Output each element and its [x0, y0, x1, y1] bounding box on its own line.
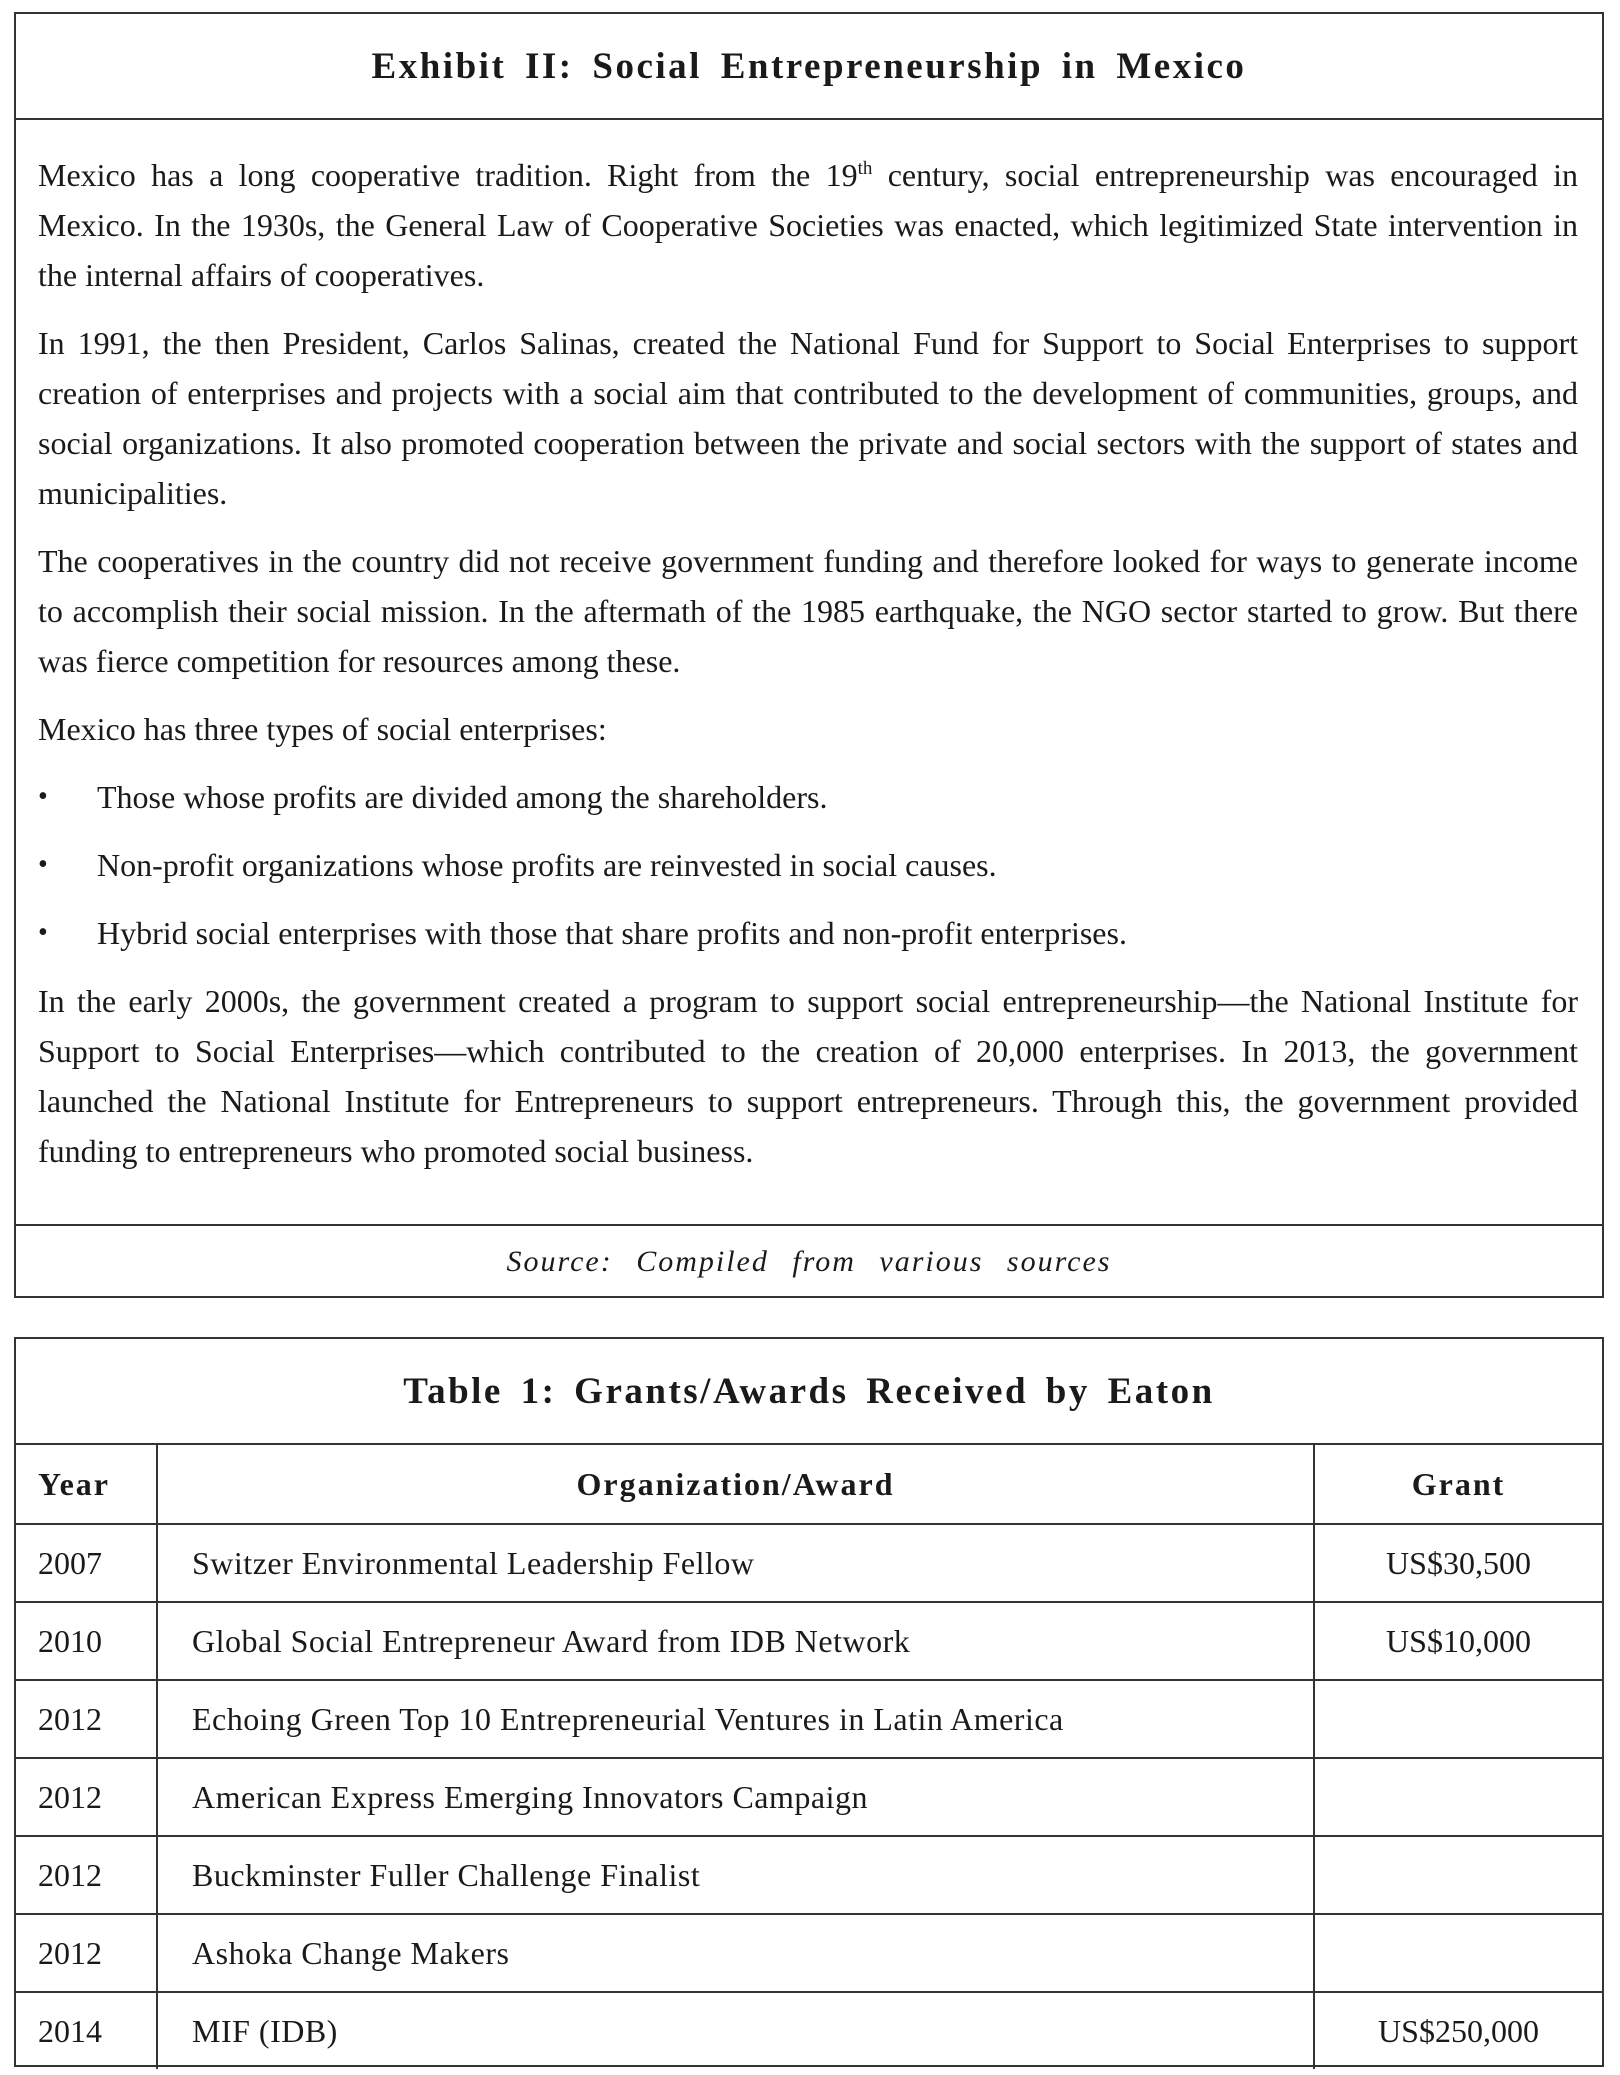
exhibit-source: Source: Compiled from various sources [506, 1245, 1112, 1278]
exhibit-paragraph-3: The cooperatives in the country did not receive government funding and therefore looked for ways to generate income to accomplish their social mission. In the aftermath of the 1985 earthquake, the NGO sector started to grow. But there was fierce competition for resources among these. [38, 543, 1578, 679]
table-row [16, 1602, 1602, 1680]
cell-organization: Global Social Entrepreneur Award from IDB Network [157, 1602, 1314, 1680]
paragraph-1-text-a: Mexico has a long cooperative tradition. Right from the 19 [38, 157, 858, 193]
table-header-row [16, 1445, 1602, 1524]
list-item [38, 908, 1578, 958]
bullet-icon: • [38, 781, 48, 812]
exhibit-body [16, 120, 1602, 1226]
cell-grant [1314, 1914, 1602, 1992]
exhibit-title: Exhibit II: Social Entrepreneurship in Mexico [16, 14, 1602, 120]
exhibit-paragraph-1 [38, 150, 1578, 300]
cell-year: 2012 [16, 1758, 157, 1836]
cell-year: 2007 [16, 1524, 157, 1602]
cell-grant [1314, 1758, 1602, 1836]
list-item-text: Hybrid social enterprises with those that share profits and non-profit enterprises. [97, 915, 1127, 951]
cell-organization: MIF (IDB) [157, 1992, 1314, 2069]
list-item [38, 772, 1578, 822]
grants-table-box [14, 1337, 1604, 2067]
cell-grant: US$250,000 [1314, 1992, 1602, 2069]
table-row [16, 1836, 1602, 1914]
cell-year: 2010 [16, 1602, 157, 1680]
list-item-text: Those whose profits are divided among the shareholders. [97, 779, 828, 815]
cell-year: 2014 [16, 1992, 157, 2069]
table-row [16, 1914, 1602, 1992]
grants-table [16, 1445, 1602, 2069]
grants-table-title: Table 1: Grants/Awards Received by Eaton [16, 1339, 1602, 1445]
exhibit-paragraph-4: Mexico has three types of social enterprises: [38, 711, 607, 747]
cell-organization: Switzer Environmental Leadership Fellow [157, 1524, 1314, 1602]
cell-year: 2012 [16, 1680, 157, 1758]
cell-organization: Ashoka Change Makers [157, 1914, 1314, 1992]
cell-grant [1314, 1836, 1602, 1914]
cell-grant: US$30,500 [1314, 1524, 1602, 1602]
table-row [16, 1524, 1602, 1602]
cell-year: 2012 [16, 1836, 157, 1914]
bullet-icon: • [38, 849, 48, 880]
cell-organization: Buckminster Fuller Challenge Finalist [157, 1836, 1314, 1914]
cell-grant [1314, 1680, 1602, 1758]
paragraph-1-text-b: century, social entrepreneurship was encouraged in Mexico. In the 1930s, the General Law of Cooperative Societies was enacted, which legitimized State intervention in the internal affairs of cooperatives. [38, 157, 1579, 293]
paragraph-1-superscript: th [857, 158, 873, 179]
table-row [16, 1680, 1602, 1758]
list-item [38, 840, 1578, 890]
table-row [16, 1758, 1602, 1836]
enterprise-types-list [38, 772, 1578, 958]
table-row [16, 1992, 1602, 2069]
header-year: Year [16, 1445, 157, 1524]
list-item-text: Non-profit organizations whose profits are reinvested in social causes. [97, 847, 997, 883]
cell-grant: US$10,000 [1314, 1602, 1602, 1680]
exhibit-paragraph-5: In the early 2000s, the government created a program to support social entrepreneurship—the National Institute for Support to Social Enterprises—which contributed to the creation of 20,000 enterprises. In 2013, the government launched the National Institute for Entrepreneurs to support entrepreneurs. Through this, the government provided funding to entrepreneurs who promoted social business. [38, 983, 1578, 1169]
cell-organization: Echoing Green Top 10 Entrepreneurial Ventures in Latin America [157, 1680, 1314, 1758]
header-organization: Organization/Award [157, 1445, 1314, 1524]
bullet-icon: • [38, 917, 48, 948]
exhibit-paragraph-2: In 1991, the then President, Carlos Salinas, created the National Fund for Support to Social Enterprises to support creation of enterprises and projects with a social aim that contributed to the development of communities, groups, and social organizations. It also promoted cooperation between the private and social sectors with the support of states and municipalities. [38, 325, 1578, 511]
cell-year: 2012 [16, 1914, 157, 1992]
cell-organization: American Express Emerging Innovators Campaign [157, 1758, 1314, 1836]
header-grant: Grant [1314, 1445, 1602, 1524]
exhibit-box [14, 12, 1604, 1298]
